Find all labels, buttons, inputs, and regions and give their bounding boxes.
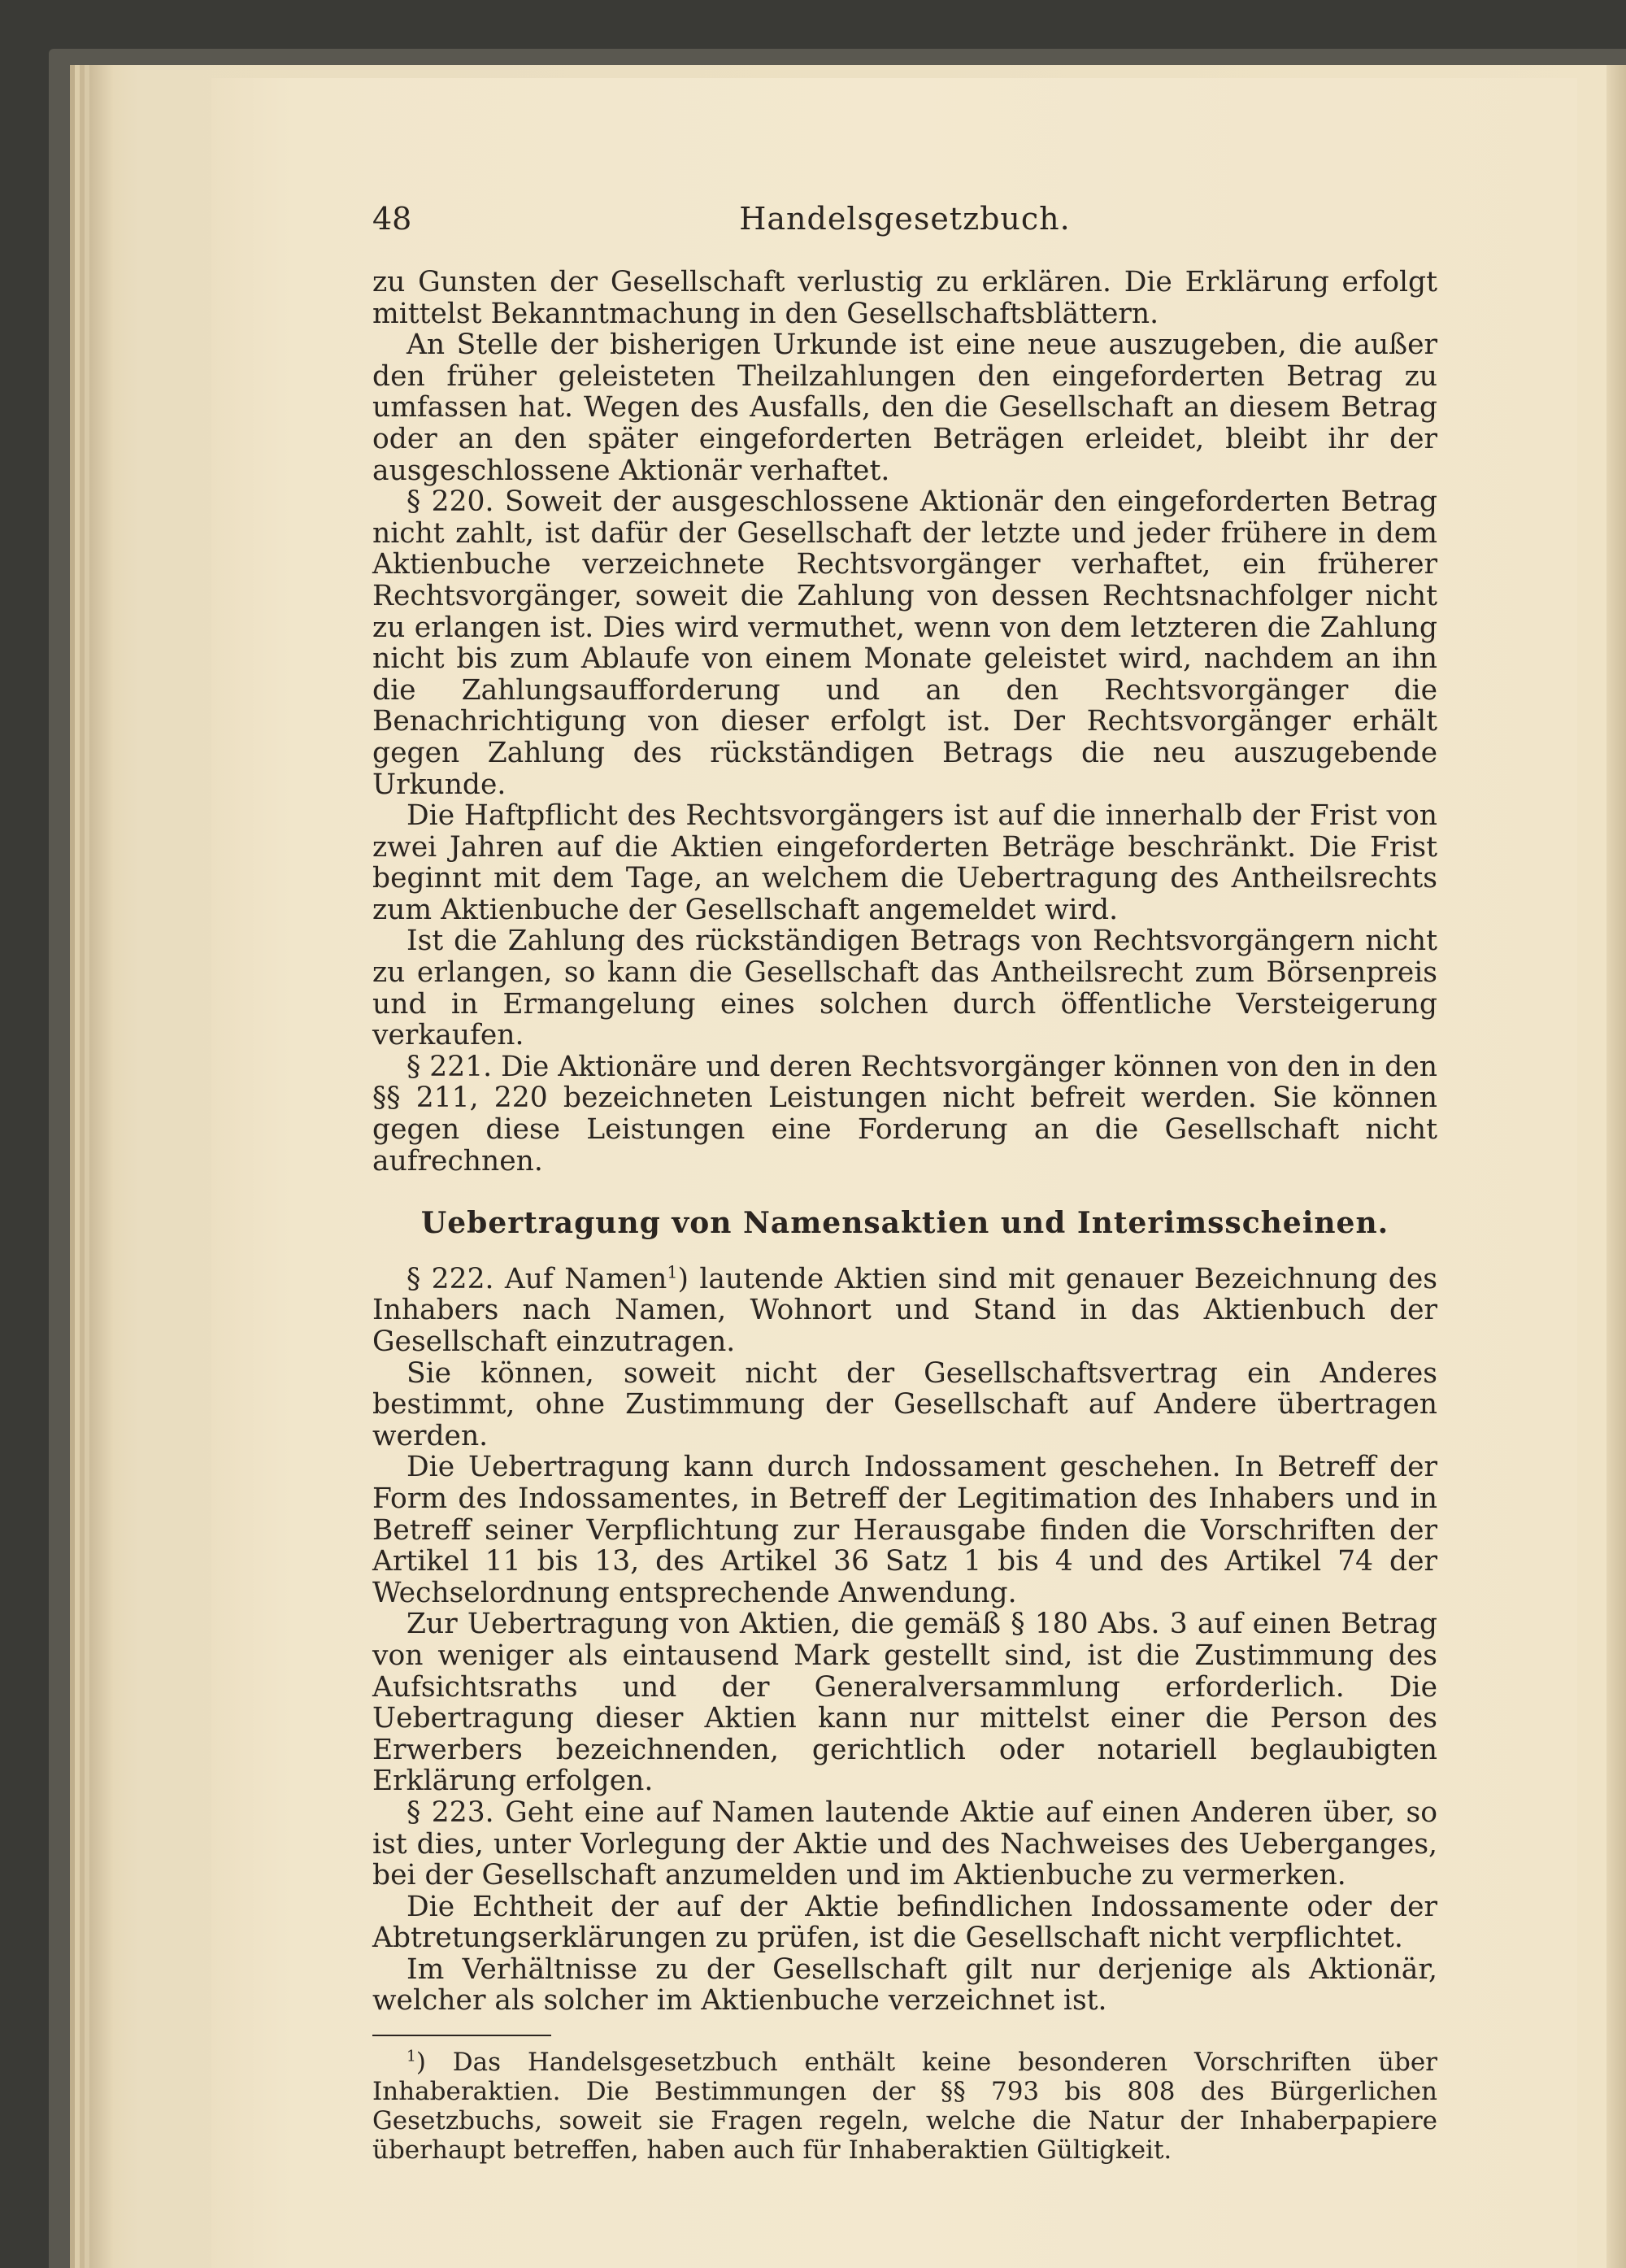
paragraph: Zur Uebertragung von Aktien, die gemäß § 180 Abs. 3 auf einen Betrag von weniger als eintausend Mark gestellt sind, ist die Zustimmung des Aufsichtsraths und der Generalversammlung erforderlich. Die Uebertragung dieser Aktien kann nur mittelst einer die Person des Erwerbers bezeichnenden, gerichtlich oder notariell beglaubigten Erklärung erfolgen.	[372, 1608, 1437, 1798]
paragraph-text: ) lautende Aktien sind mit genauer Bezeichnung des Inhabers nach Namen, Wohnort und Stand in das Aktienbuch der Gesellschaft einzutragen.	[372, 1262, 1437, 1358]
paragraph: zu Gunsten der Gesellschaft verlustig zu erklären. Die Erklärung erfolgt mittelst Bekanntmachung in den Gesellschaftsblättern.	[372, 266, 1437, 330]
footnote	[372, 2048, 1437, 2165]
page-content	[372, 203, 1437, 2165]
paragraph: An Stelle der bisherigen Urkunde ist eine neue auszugeben, die außer den früher geleisteten Theilzahlungen den eingeforderten Betrag zu umfassen hat. Wegen des Ausfalls, den die Gesellschaft an diesem Betrag oder an den später eingeforderten Beträgen erleidet, bleibt ihr der ausgeschlossene Aktionär verhaftet.	[372, 329, 1437, 487]
section-heading: Uebertragung von Namensaktien und Interimsscheinen.	[420, 1206, 1389, 1241]
footnote-divider	[372, 2035, 551, 2036]
paragraph: Ist die Zahlung des rückständigen Betrags von Rechtsvorgängern nicht zu erlangen, so kann die Gesellschaft das Antheilsrecht zum Börsenpreis und in Ermangelung eines solchen durch öffentliche Versteigerung verkaufen.	[372, 925, 1437, 1052]
paragraph-section-220: § 220. Soweit der ausgeschlossene Aktionär den eingeforderten Betrag nicht zahlt, ist dafür der Gesellschaft der letzte und jeder frühere in dem Aktienbuche verzeichnete Rechtsvorgänger verhaftet, ein früherer Rechtsvorgänger, soweit die Zahlung von dessen Rechtsnachfolger nicht zu erlangen ist. Dies wird vermuthet, wenn von dem letzteren die Zahlung nicht bis zum Ablaufe von einem Monate geleistet wird, nachdem an ihn die Zahlungsaufforderung und an den Rechtsvorgänger die Benachrichtigung von dieser erfolgt ist. Der Rechtsvorgänger erhält gegen Zahlung des rückständigen Betrags die neu auszugebende Urkunde.	[372, 485, 1437, 801]
footnote-text: ) Das Handelsgesetzbuch enthält keine besonderen Vorschriften über Inhaberaktien. Die Bestimmungen der §§ 793 bis 808 des Bürgerlichen Gesetzbuchs, soweit sie Fragen regeln, welche die Natur der Inhaberpapiere überhaupt betreffen, haben auch für Inhaberaktien Gültigkeit.	[372, 2048, 1437, 2166]
running-head: Handelsgesetzbuch.	[739, 201, 1071, 237]
paragraph-text: § 222. Auf Namen	[406, 1262, 667, 1295]
paragraph: Die Echtheit der auf der Aktie befindlichen Indossamente oder der Abtretungserklärungen zu prüfen, ist die Gesellschaft nicht verpflichtet.	[372, 1890, 1437, 1955]
paragraph-section-221: § 221. Die Aktionäre und deren Rechtsvorgänger können von den in den §§ 211, 220 bezeichneten Leistungen nicht befreit werden. Sie können gegen diese Leistungen eine Forderung an die Gesellschaft nicht aufrechnen.	[372, 1050, 1437, 1178]
paragraph-section-223: § 223. Geht eine auf Namen lautende Aktie auf einen Anderen über, so ist dies, unter Vorlegung der Aktie und des Nachweises des Ueberganges, bei der Gesellschaft anzumelden und im Aktienbuche zu vermerken.	[372, 1796, 1437, 1892]
footnote-marker: 1	[406, 2048, 416, 2066]
paragraph: Die Uebertragung kann durch Indossament geschehen. In Betreff der Form des Indossamentes, in Betreff der Legitimation des Inhabers und in Betreff seiner Verpflichtung zur Herausgabe finden die Vorschriften der Artikel 11 bis 13, des Artikel 36 Satz 1 bis 4 und des Artikel 74 der Wechselordnung entsprechende Anwendung.	[372, 1451, 1437, 1609]
right-page-edge	[1606, 65, 1626, 2268]
paragraph-section-222	[372, 1264, 1437, 1358]
paragraph: Sie können, soweit nicht der Gesellschaftsvertrag ein Anderes bestimmt, ohne Zustimmung der Gesellschaft auf Andere übertragen werden.	[372, 1356, 1437, 1452]
paragraph: Im Verhältnisse zu der Gesellschaft gilt nur derjenige als Aktionär, welcher als solcher im Aktienbuche verzeichnet ist.	[372, 1952, 1437, 2018]
page-header	[372, 203, 1437, 252]
footnote-reference[interactable]: 1	[667, 1262, 678, 1282]
paragraph: Die Haftpflicht des Rechtsvorgängers ist auf die innerhalb der Frist von zwei Jahren auf die Aktien eingeforderten Beträge beschränkt. Die Frist beginnt mit dem Tage, an welchem die Uebertragung des Antheilsrechts zum Aktienbuche der Gesellschaft angemeldet wird.	[372, 799, 1437, 926]
page-number: 48	[372, 201, 412, 237]
